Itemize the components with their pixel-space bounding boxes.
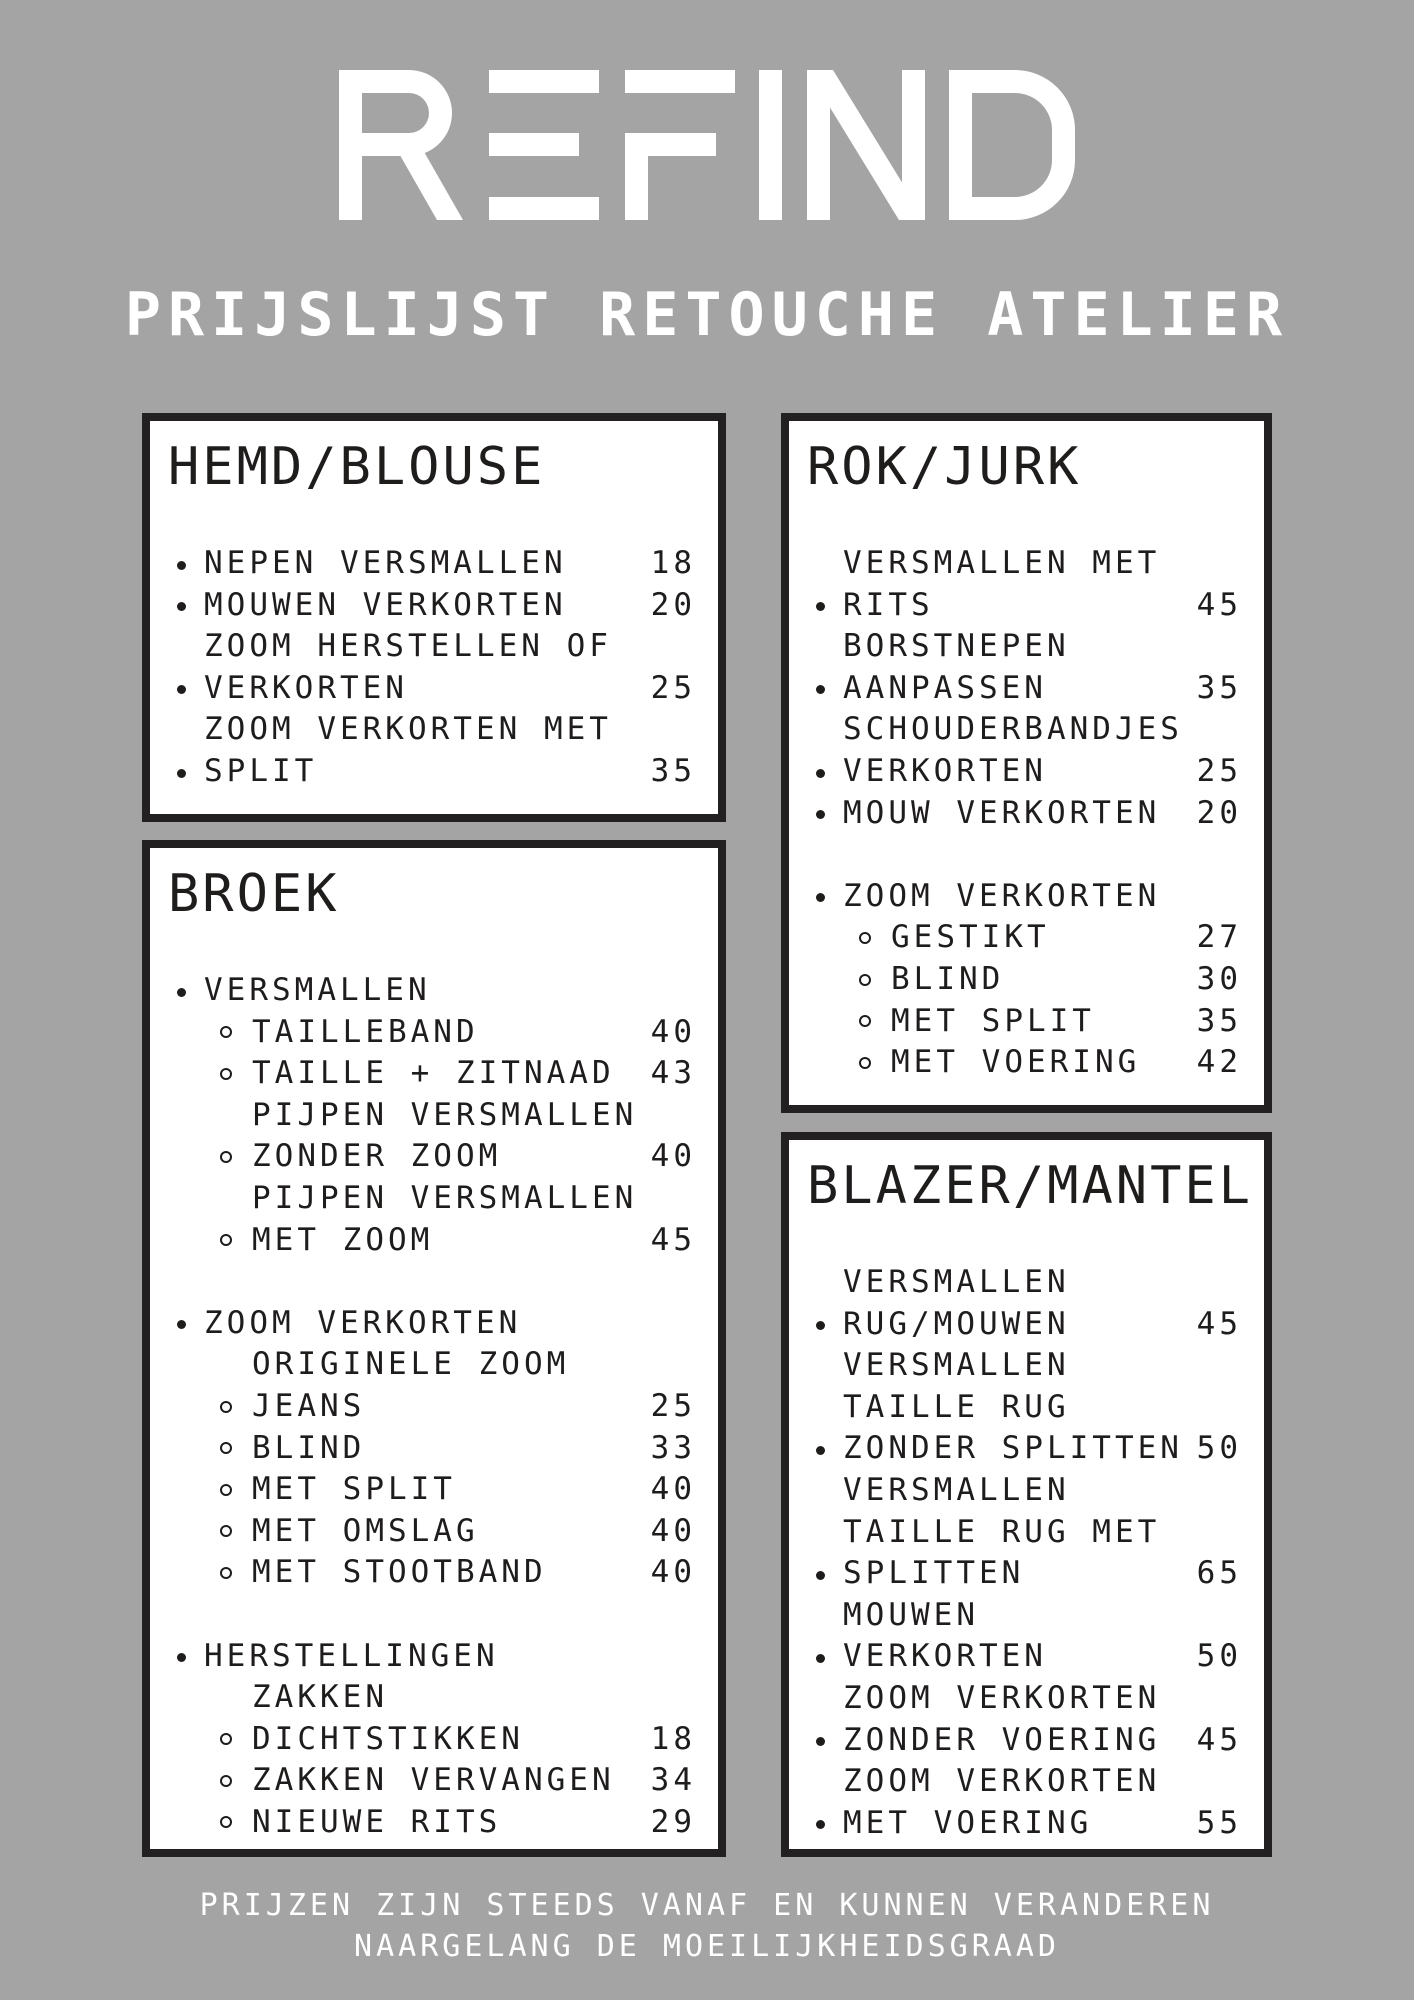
refind-logo (0, 70, 1414, 230)
list-item: NEPEN VERSMALLEN 18 (204, 545, 696, 581)
list-group-heading: ZOOM VERKORTEN (843, 877, 1161, 914)
list-item: VERSMALLEN TAILLE RUG MET SPLITTEN 65 (843, 1471, 1242, 1592)
list-item: NIEUWE RITS 29 (252, 1803, 696, 1840)
footer-note (0, 1885, 1414, 1967)
page-title: PRIJSLIJST RETOUCHE ATELIER (124, 280, 1290, 350)
list-item: ZAKKEN DICHTSTIKKEN 18 (252, 1679, 696, 1757)
list-item: SCHOUDERBANDJES VERKORTEN 25 (843, 711, 1242, 789)
list-item: ZAKKEN VERVANGEN 34 (252, 1762, 696, 1799)
list-item: VERSMALLEN RUG/MOUWEN 45 (843, 1264, 1242, 1342)
list-item: TAILLEBAND 40 (252, 1013, 696, 1050)
list-group-heading: ZOOM VERKORTEN (204, 1304, 522, 1341)
list-item: MOUWEN VERKORTEN 50 (843, 1596, 1242, 1675)
list-item: PIJPEN VERSMALLEN MET ZOOM 45 (252, 1179, 696, 1258)
list-item: GESTIKT 27 (891, 919, 1242, 956)
price-list (807, 543, 1242, 1084)
list-item: BLIND 30 (891, 960, 1242, 997)
section-blazer-mantel (781, 1132, 1272, 1857)
footer-line: PRIJZEN ZIJN STEEDS VANAF EN KUNNEN VERANDEREN (199, 1888, 1215, 1923)
section-hemd-blouse (142, 413, 726, 822)
list-group-heading: HERSTELLINGEN (204, 1637, 499, 1674)
list-item: MET SPLIT 35 (891, 1002, 1242, 1039)
list-group-heading: VERSMALLEN (204, 972, 431, 1008)
list-item: VERSMALLEN TAILLE RUG ZONDER SPLITTEN 50 (843, 1347, 1242, 1467)
list-item: TAILLE + ZITNAAD 43 (252, 1055, 696, 1092)
list-item: BLIND 33 (252, 1429, 696, 1466)
section-title: HEMD/BLOUSE (168, 437, 546, 497)
list-item: VERSMALLEN MET RITS 45 (843, 545, 1242, 623)
list-item: MOUWEN VERKORTEN 20 (204, 586, 696, 623)
list-item: BORSTNEPEN AANPASSEN 35 (843, 628, 1242, 706)
list-item: MET STOOTBAND 40 (252, 1554, 696, 1591)
price-list (168, 970, 696, 1843)
list-item: ZOOM VERKORTEN ZONDER VOERING 45 (843, 1679, 1242, 1758)
list-item: MOUW VERKORTEN 20 (843, 794, 1242, 831)
list-item: ZOOM HERSTELLEN OF VERKORTEN 25 (204, 628, 696, 706)
list-item: ZOOM VERKORTEN MET SPLIT 35 (204, 711, 696, 789)
section-title: BROEK (168, 864, 340, 924)
section-title: ROK/JURK (807, 437, 1082, 497)
list-item: ZOOM VERKORTEN MET VOERING 55 (843, 1763, 1242, 1841)
footer-line: NAARGELANG DE MOEILIJKHEIDSGRAAD (354, 1929, 1060, 1964)
section-broek (142, 840, 726, 1857)
list-item: MET VOERING 42 (891, 1044, 1242, 1081)
section-rok-jurk (781, 413, 1272, 1113)
price-list (807, 1262, 1242, 1844)
list-item: PIJPEN VERSMALLEN ZONDER ZOOM 40 (252, 1096, 696, 1175)
section-title: BLAZER/MANTEL (807, 1156, 1253, 1216)
list-item: ORIGINELE ZOOM JEANS 25 (252, 1346, 696, 1424)
price-list (168, 543, 696, 793)
list-item: MET SPLIT 40 (252, 1471, 696, 1508)
list-item: MET OMSLAG 40 (252, 1512, 696, 1549)
